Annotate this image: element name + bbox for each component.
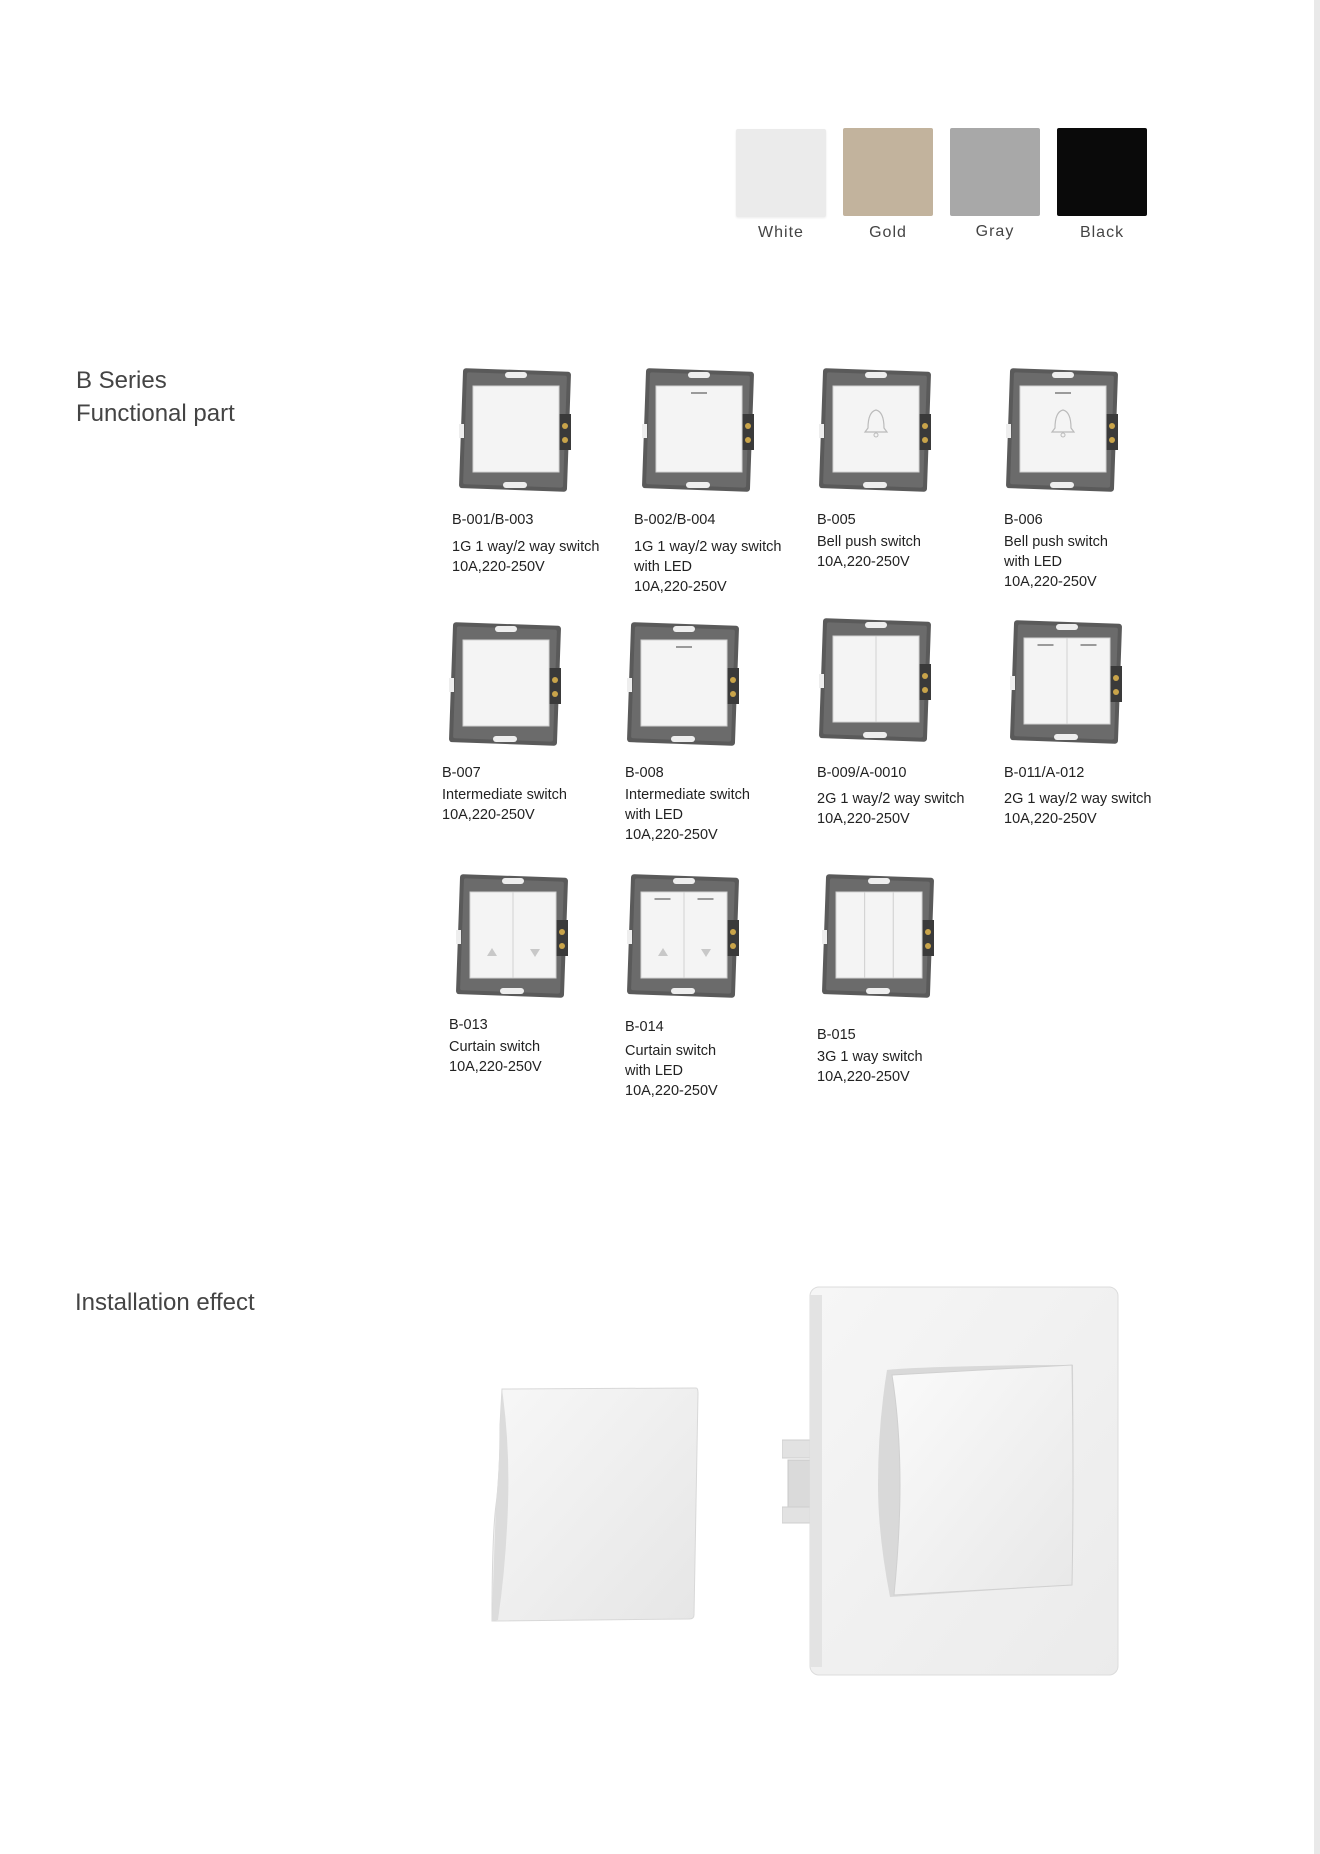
product-description-line: 10A,220-250V <box>1004 811 1097 827</box>
product-caption <box>1004 510 1108 592</box>
product-code: B-008 <box>625 765 664 781</box>
product-description-line: Intermediate switch <box>442 787 567 803</box>
switch-module-image <box>452 872 574 1000</box>
product-code: B-015 <box>817 1027 856 1043</box>
product-description-line: 10A,220-250V <box>817 554 910 570</box>
switch-module-image <box>455 366 577 494</box>
product-description-line: Bell push switch <box>817 534 921 550</box>
product-description-line: Bell push switch <box>1004 534 1108 550</box>
product-caption <box>442 763 567 825</box>
swatch-label-gold: Gold <box>869 224 907 241</box>
page-edge <box>1314 0 1320 1854</box>
product-code: B-014 <box>625 1019 664 1035</box>
product-description-line: with LED <box>1004 554 1063 570</box>
product-caption <box>634 510 781 597</box>
product-code: B-001/B-003 <box>452 512 534 528</box>
swatch-black <box>1057 128 1147 216</box>
product-code: B-011/A-012 <box>1004 765 1085 781</box>
product-description-line: 3G 1 way switch <box>817 1049 923 1065</box>
switch-module-image <box>1002 366 1124 494</box>
product-description-line: 10A,220-250V <box>625 827 718 843</box>
product-description-line: 10A,220-250V <box>817 1069 910 1085</box>
product-caption <box>625 763 750 845</box>
product-code: B-005 <box>817 512 856 528</box>
swatch-gold <box>843 128 933 216</box>
swatch-gray <box>950 128 1040 216</box>
product-caption <box>625 1017 718 1101</box>
product-description-line: 10A,220-250V <box>817 811 910 827</box>
product-description-line: 10A,220-250V <box>442 807 535 823</box>
swatch-white <box>736 129 826 217</box>
product-caption <box>817 510 921 572</box>
product-description-line: 10A,220-250V <box>634 579 727 595</box>
switch-module-image <box>638 366 760 494</box>
product-description-line: 10A,220-250V <box>1004 574 1097 590</box>
switch-module-image <box>818 872 940 1000</box>
product-description-line: with LED <box>625 807 684 823</box>
product-caption <box>1004 763 1151 829</box>
product-caption <box>452 510 599 577</box>
switch-module-image <box>815 616 937 744</box>
swatch-label-black: Black <box>1079 224 1125 241</box>
switch-module-image <box>445 620 567 748</box>
product-description-line: 1G 1 way/2 way switch <box>452 539 600 555</box>
product-code: B-007 <box>442 765 481 781</box>
product-code: B-009/A-0010 <box>817 765 907 781</box>
product-description-line: Curtain switch <box>449 1039 541 1055</box>
functional-part-label: Functional part <box>76 400 235 427</box>
swatch-label-gray: Gray <box>975 223 1015 240</box>
installation-title: Installation effect <box>75 1289 255 1316</box>
product-description-line: 10A,220-250V <box>449 1059 542 1075</box>
product-description-line: Curtain switch <box>625 1043 717 1059</box>
product-caption <box>817 763 964 829</box>
product-code: B-006 <box>1004 512 1043 528</box>
product-description-line: Intermediate switch <box>625 787 750 803</box>
product-description-line: 2G 1 way/2 way switch <box>817 791 965 807</box>
switch-module-image <box>623 872 745 1000</box>
product-description-line: 1G 1 way/2 way switch <box>634 539 782 555</box>
switch-module-image <box>815 366 937 494</box>
functional-part-title <box>76 364 235 430</box>
installed-switch-frame-illustration <box>782 1285 1122 1677</box>
product-caption <box>817 1025 923 1087</box>
product-description-line: with LED <box>634 559 693 575</box>
product-caption <box>449 1015 542 1077</box>
series-name: B Series <box>76 367 167 394</box>
product-description-line: with LED <box>625 1063 684 1079</box>
switch-module-image <box>1006 618 1128 746</box>
product-code: B-013 <box>449 1017 488 1033</box>
switch-module-image <box>623 620 745 748</box>
product-description-line: 2G 1 way/2 way switch <box>1004 791 1152 807</box>
product-description-line: 10A,220-250V <box>625 1083 718 1099</box>
switch-rocker-illustration <box>484 1385 706 1625</box>
product-description-line: 10A,220-250V <box>452 559 545 575</box>
swatch-label-white: White <box>758 224 804 241</box>
product-code: B-002/B-004 <box>634 512 716 528</box>
